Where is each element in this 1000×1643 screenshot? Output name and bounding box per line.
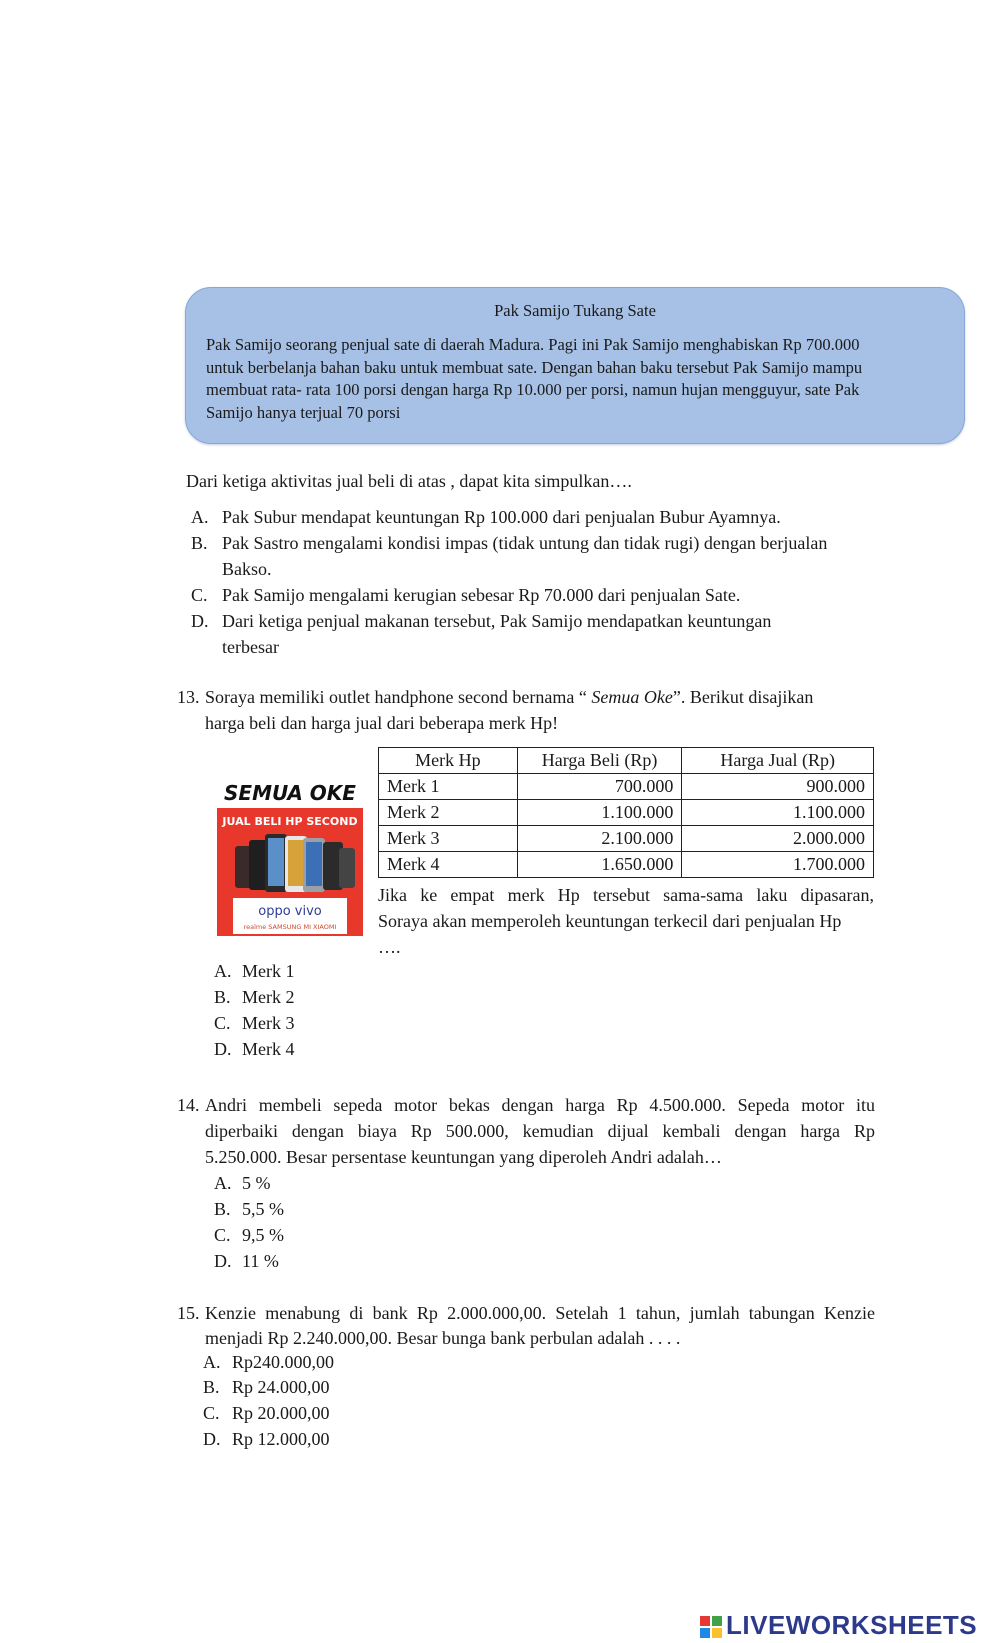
phone-screen-graphic	[288, 840, 304, 886]
q14-option-d[interactable]	[214, 1248, 279, 1274]
logo-brands-top: oppo vivo	[258, 904, 322, 919]
table-cell: 1.100.000	[682, 800, 874, 826]
q13-text-pre: Soraya memiliki outlet handphone second bernama “	[205, 687, 592, 707]
q14-text-line: diperbaiki dengan biaya Rp 500.000, kemudian dijual kembali dengan harga Rp	[205, 1121, 875, 1141]
option-text: Pak Subur mendapat keuntungan Rp 100.000 dari penjualan Bubur Ayamnya.	[222, 507, 781, 527]
table-row	[379, 774, 874, 800]
semua-oke-logo	[215, 778, 365, 938]
story-line: untuk berbelanja bahan baku untuk membuat sate. Dengan bahan baku tersebut Pak Samijo mampu	[206, 357, 863, 377]
story-line: Samijo hanya terjual 70 porsi	[206, 402, 401, 422]
q13-option-b[interactable]	[214, 984, 295, 1010]
option-text: Merk 2	[242, 987, 295, 1007]
option-letter: B.	[214, 1199, 231, 1219]
option-letter: D.	[191, 611, 209, 631]
story-line: membuat rata- rata 100 porsi dengan harga Rp 10.000 per porsi, namun hujan mengguyur, sate Pak	[206, 380, 860, 399]
table-cell: 900.000	[682, 774, 874, 800]
q14-text-line: 5.250.000. Besar persentase keuntungan yang diperoleh Andri adalah…	[205, 1147, 722, 1167]
option-letter: B.	[203, 1377, 220, 1397]
table-header: Merk Hp	[379, 748, 518, 774]
phone-screen-graphic	[306, 842, 322, 886]
option-text: 11 %	[242, 1251, 279, 1271]
option-letter: D.	[214, 1039, 232, 1059]
q15-number: 15.	[177, 1303, 200, 1323]
table-cell: Merk 1	[379, 774, 518, 800]
option-text: Rp 24.000,00	[232, 1377, 330, 1397]
option-text: 5 %	[242, 1173, 271, 1193]
table-cell: 1.650.000	[517, 852, 682, 878]
option-text: Pak Samijo mengalami kerugian sebesar Rp 70.000 dari penjualan Sate.	[222, 585, 741, 605]
table-row	[379, 852, 874, 878]
q12-option-d[interactable]	[191, 608, 771, 634]
phone-screen-graphic	[268, 838, 284, 886]
q13-option-a[interactable]	[214, 958, 295, 984]
q14-option-b[interactable]	[214, 1196, 284, 1222]
semua-oke-logo-graphic	[215, 778, 365, 938]
story-body	[206, 334, 944, 424]
table-cell: 1.100.000	[517, 800, 682, 826]
option-text: Rp240.000,00	[232, 1352, 335, 1372]
q14-option-c[interactable]	[214, 1222, 284, 1248]
logo-brands-bottom: realme SAMSUNG MI XIAOMI	[243, 923, 337, 931]
table-cell: 1.700.000	[682, 852, 874, 878]
price-table	[378, 747, 874, 878]
option-letter: D.	[203, 1429, 221, 1449]
option-text: Dari ketiga penjual makanan tersebut, Pak Samijo mendapatkan keuntungan	[222, 611, 772, 631]
q15-option-a[interactable]	[203, 1349, 334, 1375]
q15-option-c[interactable]	[203, 1400, 330, 1426]
option-letter: A.	[203, 1352, 221, 1372]
logo-banner: JUAL BELI HP SECOND	[222, 815, 358, 828]
option-letter: A.	[214, 961, 232, 981]
table-header-row	[379, 748, 874, 774]
option-letter: A.	[191, 507, 209, 527]
q13-after-line2: Soraya akan memperoleh keuntungan terkecil dari penjualan Hp	[378, 911, 842, 931]
logo-title: SEMUA OKE	[224, 781, 356, 805]
option-letter: B.	[191, 533, 208, 553]
q13-option-c[interactable]	[214, 1010, 295, 1036]
story-box	[185, 287, 965, 444]
liveworksheets-logo-icon	[700, 1616, 722, 1638]
option-letter: C.	[203, 1403, 220, 1423]
option-letter: A.	[214, 1173, 232, 1193]
q13-text-line2: harga beli dan harga jual dari beberapa merk Hp!	[205, 713, 559, 733]
table-cell: 2.100.000	[517, 826, 682, 852]
phone-graphic	[339, 848, 355, 888]
table-cell: Merk 2	[379, 800, 518, 826]
table-cell: 700.000	[517, 774, 682, 800]
q15-option-b[interactable]	[203, 1374, 330, 1400]
q13-shop-name: Semua Oke	[591, 687, 673, 707]
q15-option-d[interactable]	[203, 1426, 330, 1452]
option-text: Merk 4	[242, 1039, 295, 1059]
q12-option-d-cont: terbesar	[222, 637, 279, 657]
table-row	[379, 800, 874, 826]
q12-option-c[interactable]	[191, 582, 740, 608]
option-text: 9,5 %	[242, 1225, 284, 1245]
q13-text-line1	[205, 684, 875, 710]
table-row	[379, 826, 874, 852]
table-cell: 2.000.000	[682, 826, 874, 852]
q12-prompt: Dari ketiga aktivitas jual beli di atas , dapat kita simpulkan….	[186, 471, 632, 491]
option-text: Rp 20.000,00	[232, 1403, 330, 1423]
q13-after-line1: Jika ke empat merk Hp tersebut sama-sama laku dipasaran,	[378, 885, 874, 905]
q14-text-line: Andri membeli sepeda motor bekas dengan harga Rp 4.500.000. Sepeda motor itu	[205, 1095, 875, 1115]
option-letter: C.	[214, 1013, 231, 1033]
q13-option-d[interactable]	[214, 1036, 295, 1062]
q15-text-line: Kenzie menabung di bank Rp 2.000.000,00. Setelah 1 tahun, jumlah tabungan Kenzie	[205, 1303, 875, 1323]
watermark-text: LIVEWORKSHEETS	[726, 1610, 978, 1640]
q12-option-b[interactable]	[191, 530, 827, 556]
option-letter: D.	[214, 1251, 232, 1271]
table-cell: Merk 4	[379, 852, 518, 878]
option-text: 5,5 %	[242, 1199, 284, 1219]
option-text: Merk 3	[242, 1013, 295, 1033]
table-header: Harga Beli (Rp)	[517, 748, 682, 774]
q12-option-b-cont: Bakso.	[222, 559, 272, 579]
q14-number: 14.	[177, 1095, 200, 1115]
option-text: Rp 12.000,00	[232, 1429, 330, 1449]
q12-option-a[interactable]	[191, 504, 781, 530]
option-letter: B.	[214, 987, 231, 1007]
option-text: Pak Sastro mengalami kondisi impas (tidak untung dan tidak rugi) dengan berjualan	[222, 533, 828, 553]
q14-option-a[interactable]	[214, 1170, 271, 1196]
story-title: Pak Samijo Tukang Sate	[494, 301, 656, 320]
story-line: Pak Samijo seorang penjual sate di daerah Madura. Pagi ini Pak Samijo menghabiskan Rp 700.000	[206, 335, 860, 354]
q15-text-line: menjadi Rp 2.240.000,00. Besar bunga bank perbulan adalah . . . .	[205, 1328, 681, 1348]
q13-after-line3: ….	[378, 937, 401, 957]
option-text: Merk 1	[242, 961, 295, 981]
table-header: Harga Jual (Rp)	[682, 748, 874, 774]
option-letter: C.	[191, 585, 208, 605]
q13-text-post: ”. Berikut disajikan	[672, 687, 814, 707]
q13-number: 13.	[177, 687, 200, 707]
option-letter: C.	[214, 1225, 231, 1245]
liveworksheets-watermark	[700, 1610, 1000, 1643]
table-cell: Merk 3	[379, 826, 518, 852]
